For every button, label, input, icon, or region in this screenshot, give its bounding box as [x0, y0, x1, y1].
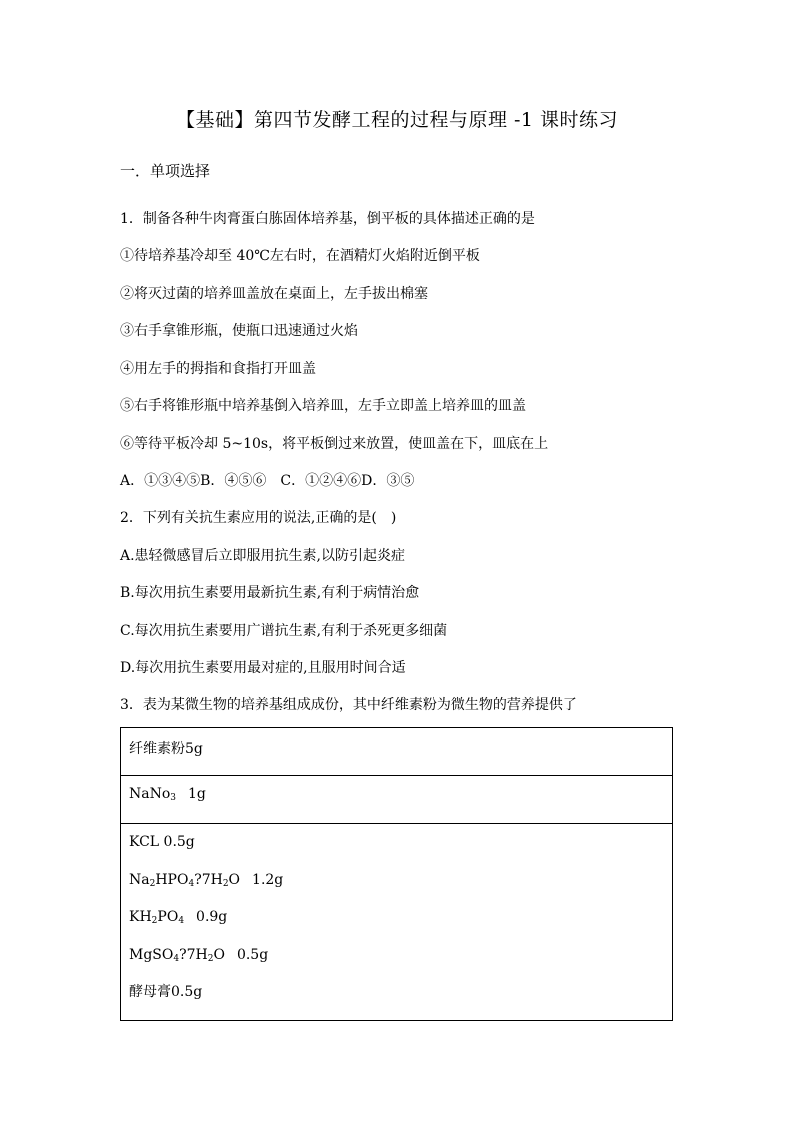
table-cell-salts — [121, 824, 673, 1021]
na2hpo4-part: O — [228, 871, 241, 888]
table-row — [121, 824, 673, 1021]
question-1-step-2: ②将灭过菌的培养皿盖放在桌面上，左手拔出棉塞 — [120, 286, 428, 302]
na2hpo4-part: HPO — [155, 871, 189, 888]
mgso4-sub: 2 — [207, 953, 214, 964]
section-heading: 一．单项选择 — [120, 162, 211, 180]
nano3-formula: NaNo — [129, 786, 171, 802]
kh2po4-amount: 0.9g — [196, 909, 228, 925]
mgso4-sub: 4 — [173, 953, 180, 964]
na2hpo4-sub: 4 — [188, 878, 195, 889]
mgso4-line — [129, 945, 664, 983]
nutrient-table — [120, 727, 673, 1021]
na2hpo4-part: ?7H — [194, 871, 223, 888]
nano3-amount: 1g — [188, 786, 206, 802]
na2hpo4-sub: 2 — [149, 878, 156, 889]
page-title: 【基础】第四节发酵工程的过程与原理 -1 课时练习 — [175, 109, 619, 131]
table-row — [121, 728, 673, 776]
mgso4-part: O — [213, 946, 225, 963]
question-2-option-b: B.每次用抗生素要用最新抗生素,有利于病情治愈 — [120, 585, 420, 601]
table-cell-cellulose: 纤维素粉5g — [121, 728, 673, 776]
kh2po4-part: PO — [157, 909, 179, 925]
question-2-stem: 2．下列有关抗生素应用的说法,正确的是( ) — [120, 510, 397, 526]
na2hpo4-line — [129, 870, 664, 908]
kh2po4-sub: 2 — [151, 916, 158, 926]
table-row — [121, 776, 673, 824]
question-2-option-a: A.患轻微感冒后立即服用抗生素,以防引起炎症 — [120, 548, 406, 564]
na2hpo4-part: Na — [129, 871, 150, 888]
na2hpo4-amount: 1.2g — [252, 871, 284, 888]
question-1-step-5: ⑤右手将锥形瓶中培养基倒入培养皿，左手立即盖上培养皿的皿盖 — [120, 398, 526, 414]
question-1-step-1: ①待培养基冷却至 40℃左右时，在酒精灯火焰附近倒平板 — [120, 248, 480, 264]
kcl-line: KCL 0.5g — [129, 834, 195, 850]
question-1-options: A．①③④⑤B．④⑤⑥ C．①②④⑥D．③⑤ — [120, 473, 415, 489]
question-1-step-4: ④用左手的拇指和食指打开皿盖 — [120, 361, 316, 377]
mgso4-amount: 0.5g — [236, 946, 269, 963]
question-2-option-c: C.每次用抗生素要用广谱抗生素,有利于杀死更多细菌 — [120, 623, 448, 639]
question-1-step-6: ⑥等待平板冷却 5~10s，将平板倒过来放置，使皿盖在下，皿底在上 — [120, 436, 549, 452]
kh2po4-part: KH — [129, 909, 152, 925]
table-cell-nano3 — [121, 776, 673, 824]
kh2po4-line — [129, 907, 664, 945]
question-2-option-d: D.每次用抗生素要用最对症的,且服用时间合适 — [120, 660, 406, 676]
mgso4-part: ?7H — [179, 946, 208, 963]
na2hpo4-sub: 2 — [222, 878, 229, 889]
yeast-line: 酵母膏0.5g — [129, 984, 203, 1000]
kh2po4-sub: 4 — [178, 916, 185, 926]
mgso4-part: MgSO — [129, 946, 174, 963]
question-1-stem: 1．制备各种牛肉膏蛋白胨固体培养基，倒平板的具体描述正确的是 — [120, 211, 535, 227]
nano3-subscript: 3 — [170, 793, 177, 803]
question-1-step-3: ③右手拿锥形瓶，使瓶口迅速通过火焰 — [120, 323, 358, 339]
question-3-stem: 3．表为某微生物的培养基组成成份，其中纤维素粉为微生物的营养提供了 — [120, 697, 577, 713]
